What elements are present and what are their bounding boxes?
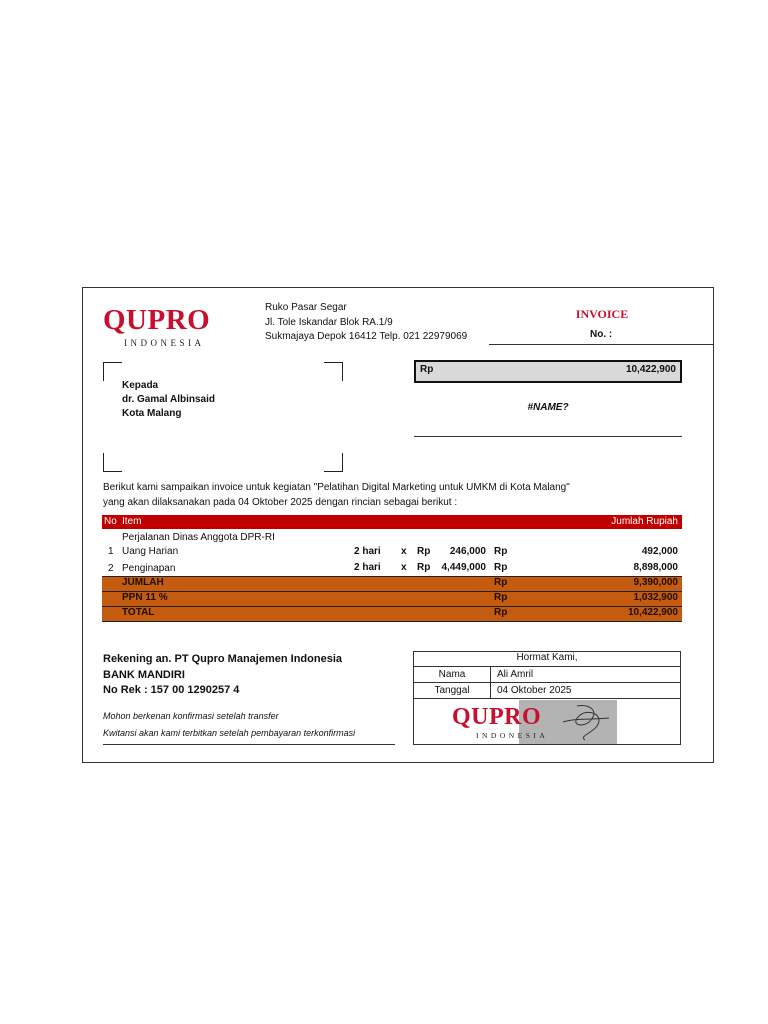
summary-rp: Rp [494, 577, 508, 588]
bank-note-2: Kwitansi akan kami terbitkan setelah pembayaran terkonfirmasi [103, 728, 356, 738]
bank-account-number: No Rek : 157 00 1290257 4 [103, 684, 240, 696]
signature-date-value: 04 Oktober 2025 [491, 683, 681, 699]
bank-note-1: Mohon berkenan konfirmasi setelah transfer [103, 711, 279, 721]
recipient-city: Kota Malang [122, 408, 182, 419]
row-total: 8,898,000 [633, 562, 678, 573]
row-qty: 2 hari [354, 546, 381, 557]
row-price: 4,449,000 [441, 562, 486, 573]
row-rp1: Rp [417, 562, 431, 573]
summary-value: 9,390,000 [633, 577, 678, 588]
intro-line-1: Berikut kami sampaikan invoice untuk kegiatan "Pelatihan Digital Marketing untuk UMKM di Kota Malang" [103, 482, 570, 493]
summary-value: 10,422,900 [627, 607, 678, 618]
summary-rp: Rp [494, 592, 508, 603]
address-line-1: Ruko Pasar Segar [265, 302, 347, 313]
invoice-number-label: No. : [590, 329, 613, 340]
bracket-bottom-left [103, 453, 122, 472]
row-price: 246,000 [449, 546, 486, 557]
table-header [102, 515, 682, 529]
summary-value: 1,032,900 [633, 592, 678, 603]
recipient-name: dr. Gamal Albinsaid [122, 394, 215, 405]
amount-box [414, 360, 682, 383]
row-x: x [401, 562, 407, 573]
summary-row-total [102, 606, 682, 622]
summary-label: TOTAL [122, 607, 155, 618]
stamp-logo-subtitle: INDONESIA [476, 731, 549, 740]
signature-table [413, 666, 681, 699]
table-row [102, 562, 682, 576]
amount-in-words: #NAME? [527, 402, 569, 413]
table-row [102, 546, 682, 560]
header-item: Item [122, 516, 142, 527]
signature-date-label: Tanggal [414, 683, 491, 699]
intro-line-2: yang akan dilaksanakan pada 04 Oktober 2025 dengan rincian sebagai berikut : [103, 497, 458, 508]
header-no: No [104, 516, 117, 527]
company-logo: QUPRO [103, 304, 211, 336]
bank-name: BANK MANDIRI [103, 669, 185, 681]
row-rp2: Rp [494, 562, 508, 573]
summary-label: JUMLAH [122, 577, 164, 588]
bracket-bottom-right [324, 453, 343, 472]
summary-row-jumlah [102, 576, 682, 591]
header-amount: Jumlah Rupiah [611, 516, 678, 527]
row-rp1: Rp [417, 546, 431, 557]
signature-greeting: Hormat Kami, [516, 652, 578, 663]
row-qty: 2 hari [354, 562, 381, 573]
amount-value: 10,422,900 [625, 364, 676, 375]
bracket-top-right [324, 362, 343, 381]
row-rp2: Rp [494, 546, 508, 557]
bank-note-underline [103, 744, 395, 745]
row-x: x [401, 546, 407, 557]
row-item: Penginapan [122, 563, 176, 574]
group-label: Perjalanan Dinas Anggota DPR-RI [122, 532, 275, 543]
stamp-logo: QUPRO [452, 704, 542, 730]
row-no: 1 [108, 546, 114, 557]
invoice-divider [489, 344, 714, 345]
summary-rp: Rp [494, 607, 508, 618]
address-line-3: Sukmajaya Depok 16412 Telp. 021 22979069 [265, 331, 468, 342]
row-no: 2 [108, 563, 114, 574]
invoice-title: INVOICE [575, 307, 629, 321]
signature-name-label: Nama [414, 667, 491, 683]
summary-row-ppn [102, 591, 682, 606]
summary-label: PPN 11 % [122, 592, 168, 603]
amount-currency: Rp [420, 364, 434, 375]
address-line-2: Jl. Tole Iskandar Blok RA.1/9 [265, 317, 393, 328]
row-item: Uang Harian [122, 546, 179, 557]
bracket-top-left [103, 362, 122, 381]
bank-account-name: Rekening an. PT Qupro Manajemen Indonesia [103, 653, 342, 665]
signature-name-value: Ali Amril [491, 667, 681, 683]
company-logo-subtitle: INDONESIA [124, 338, 205, 348]
recipient-to-label: Kepada [122, 380, 159, 391]
row-total: 492,000 [641, 546, 678, 557]
amount-words-underline [414, 436, 682, 437]
